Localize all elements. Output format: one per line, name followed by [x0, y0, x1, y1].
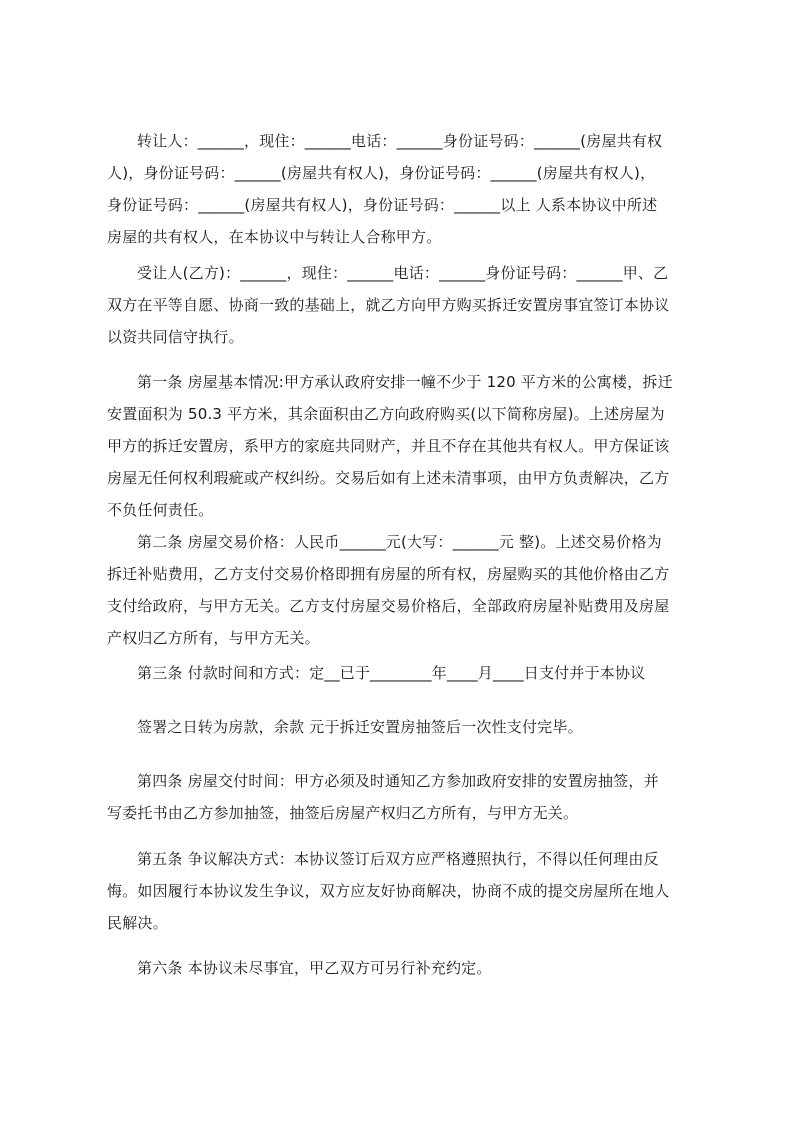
text-line: 安置面积为 50.3 平方米，其余面积由乙方向政府购买(以下简称房屋)。上述房屋为: [107, 405, 665, 423]
paragraph-article-3-continued: [107, 711, 695, 743]
text-line: 第二条 房屋交易价格：人民币______元(大写：______元 整)。上述交易价格为: [137, 533, 662, 551]
text-line: 第一条 房屋基本情况:甲方承认政府安排一幢不少于 120 平方米的公寓楼，拆迁: [137, 373, 673, 391]
paragraph-article-3: [107, 657, 695, 689]
paragraph-article-2: [107, 526, 695, 654]
text-line: 受让人(乙方)：______，现住：______电话：______身份证号码：______甲、乙: [137, 264, 669, 282]
text-line: 拆迁补贴费用，乙方支付交易价格即拥有房屋的所有权，房屋购买的其他价格由乙方: [107, 565, 670, 583]
text-line: 以资共同信守执行。: [107, 328, 244, 346]
text-line: 第五条 争议解决方式：本协议签订后双方应严格遵照执行，不得以任何理由反: [137, 850, 659, 868]
paragraph-article-5: [107, 843, 695, 939]
text-line: 第六条 本协议未尽事宜，甲乙双方可另行补充约定。: [137, 959, 492, 977]
text-line: 悔。如因履行本协议发生争议，双方应友好协商解决，协商不成的提交房屋所在地人: [107, 882, 670, 900]
text-line: 民解决。: [107, 914, 168, 932]
text-line: 写委托书由乙方参加抽签，抽签后房屋产权归乙方所有，与甲方无关。: [107, 804, 579, 822]
text-line: 房屋无任何权利瑕疵或产权纠纷。交易后如有上述未清事项，由甲方负责解决，乙方: [107, 469, 670, 487]
paragraph-article-1: [107, 366, 695, 526]
paragraph-transferee: [107, 257, 695, 353]
paragraph-article-4: [107, 765, 695, 829]
text-line: 身份证号码：______(房屋共有权人)，身份证号码：______以上 人系本协议中所述: [107, 196, 658, 214]
text-line: 房屋的共有权人，在本协议中与转让人合称甲方。: [107, 228, 442, 246]
text-line: 第四条 房屋交付时间：甲方必须及时通知乙方参加政府安排的安置房抽签，并: [137, 772, 659, 790]
text-line: 支付给政府，与甲方无关。乙方支付房屋交易价格后，全部政府房屋补贴费用及房屋: [107, 597, 670, 615]
paragraph-transferor: [107, 125, 695, 253]
text-line: 签署之日转为房款，余款 元于拆迁安置房抽签后一次性支付完毕。: [137, 718, 583, 736]
text-line: 甲方的拆迁安置房，系甲方的家庭共同财产，并且不存在其他共有权人。甲方保证该: [107, 437, 670, 455]
paragraph-article-6: [107, 952, 695, 984]
text-line: 不负任何责任。: [107, 501, 214, 519]
text-line: 第三条 付款时间和方式：定__已于________年____月____日支付并于本协议: [137, 664, 646, 682]
text-line: 转让人：______，现住：______电话：______身份证号码：______(房屋共有权: [137, 132, 663, 150]
text-line: 产权归乙方所有，与甲方无关。: [107, 629, 320, 647]
text-line: 人)，身份证号码：______(房屋共有权人)，身份证号码：______(房屋共有权人)，: [107, 164, 656, 182]
text-line: 双方在平等自愿、协商一致的基础上，就乙方向甲方购买拆迁安置房事宜签订本协议: [107, 296, 670, 314]
